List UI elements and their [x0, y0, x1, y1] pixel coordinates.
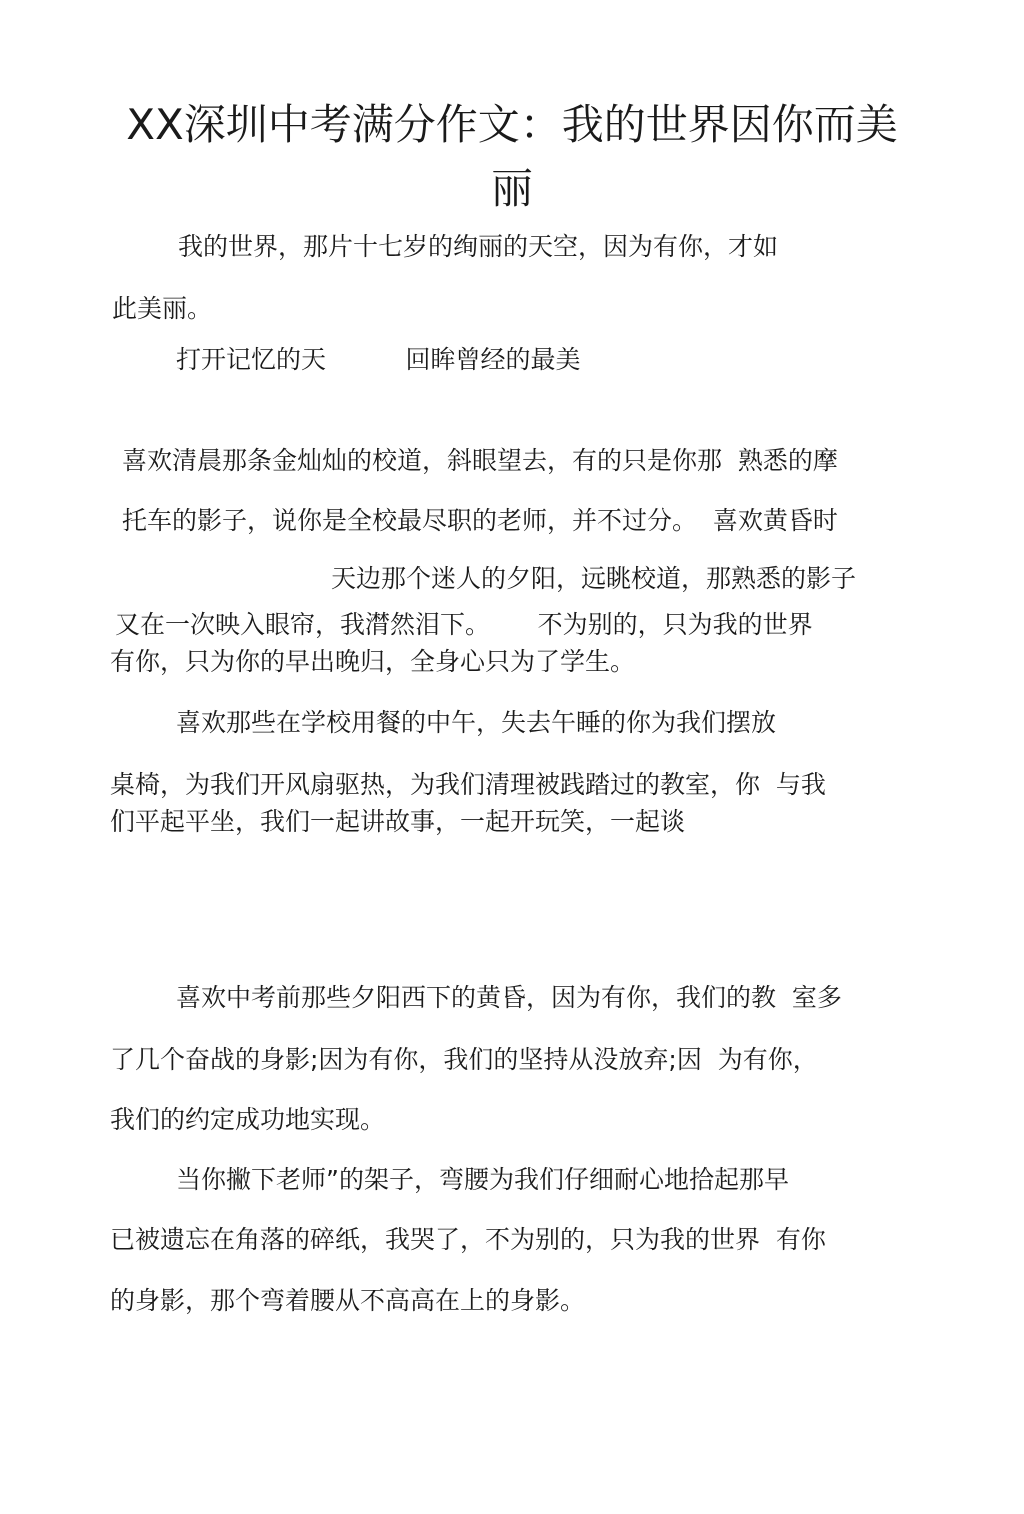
paragraph-5-line-1: 喜欢中考前那些夕阳西下的黄昏，因为有你，我们的教 室多 [176, 983, 842, 1012]
paragraph-6-line-2: 已被遗忘在角落的碎纸，我哭了，不为别的，只为我的世界 有你 [110, 1225, 826, 1254]
paragraph-3-line-1: 喜欢清晨那条金灿灿的校道，斜眼望去，有的只是你那 熟悉的摩 [122, 446, 838, 475]
paragraph-6-line-3: 的身影，那个弯着腰从不高高在上的身影。 [110, 1286, 586, 1315]
paragraph-6-line-1: 当你撇下老师”的架子，弯腰为我们仔细耐心地拾起那早 [176, 1165, 789, 1194]
paragraph-1-line-2: 此美丽。 [112, 294, 213, 323]
paragraph-3-line-2: 托车的影子，说你是全校最尽职的老师，并不过分。 喜欢黄昏时 [122, 506, 838, 535]
paragraph-2-line-1: 打开记忆的天 回眸曾经的最美 [176, 345, 581, 374]
paragraph-5-line-2: 了几个奋战的身影;因为有你，我们的坚持从没放弃;因 为有你， [110, 1045, 818, 1074]
paragraph-3-line-4: 又在一次映入眼帘，我潸然泪下。 不为别的，只为我的世界 [115, 610, 813, 639]
paragraph-4-line-1: 喜欢那些在学校用餐的中午，失去午睡的你为我们摆放 [176, 708, 777, 737]
document-title-line-2: 丽 [490, 164, 533, 213]
paragraph-3-line-3: 天边那个迷人的夕阳，远眺校道，那熟悉的影子 [331, 564, 857, 593]
paragraph-1-line-1: 我的世界，那片十七岁的绚丽的天空，因为有你，才如 [178, 232, 779, 261]
paragraph-4-line-2: 桌椅，为我们开风扇驱热，为我们清理被践踏过的教室，你 与我 [110, 770, 826, 799]
paragraph-5-line-3: 我们的约定成功地实现。 [110, 1105, 386, 1134]
document-title-line-1: XX深圳中考满分作文：我的世界因你而美 [126, 100, 898, 149]
paragraph-4-line-3: 们平起平坐，我们一起讲故事，一起开玩笑，一起谈 [110, 807, 686, 836]
paragraph-3-line-5: 有你，只为你的早出晚归，全身心只为了学生。 [110, 647, 636, 676]
